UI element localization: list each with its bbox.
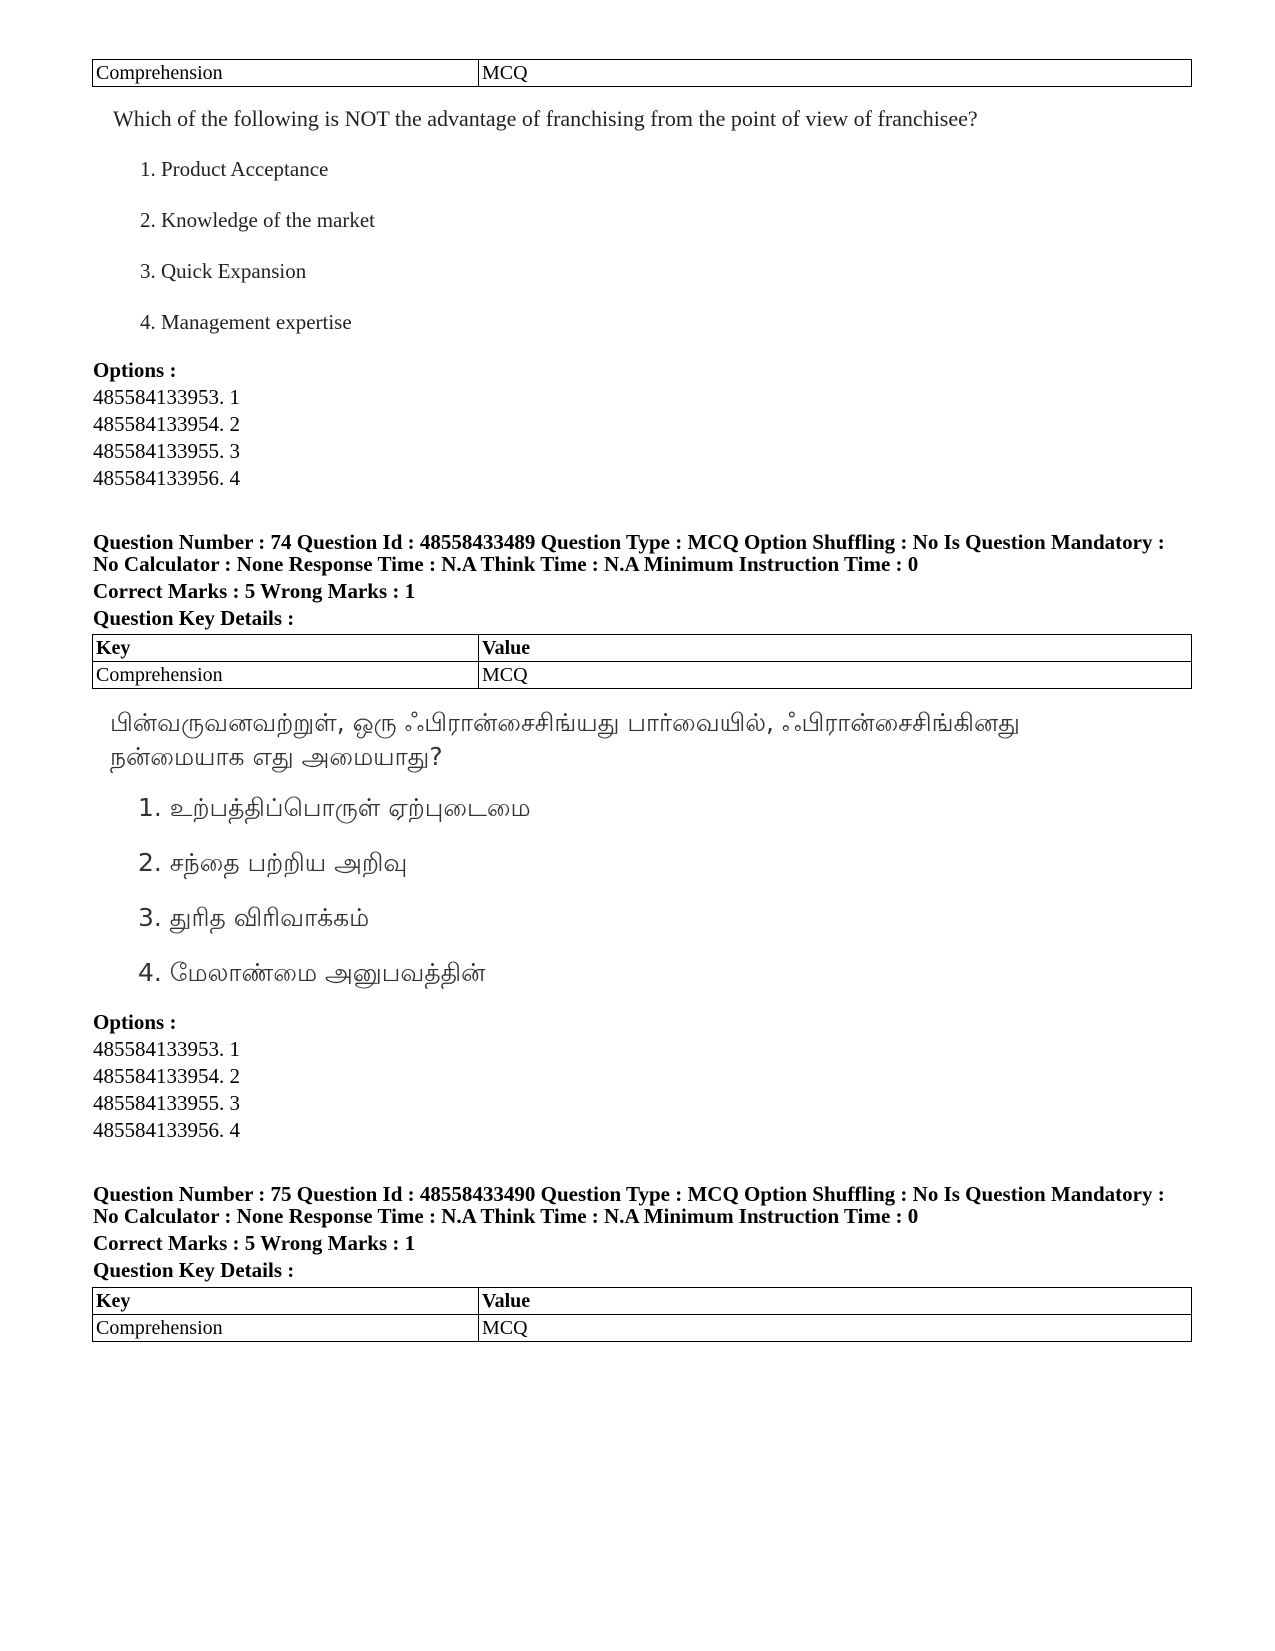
question-meta: Question Number : 75 Question Id : 48558433490 Question Type : MCQ Option Shuffling : No Is Question Mandatory : [93,1182,1165,1206]
option-row: 485584133953. 1 [93,1037,240,1061]
question-marks: Correct Marks : 5 Wrong Marks : 1 [93,1231,416,1255]
option-row: 485584133956. 4 [93,466,240,490]
option-row: 485584133955. 3 [93,439,240,463]
choice-item: 1. Product Acceptance [140,157,329,181]
question-text-line: நன்மையாக எது அமையாது? [110,742,443,771]
option-row: 485584133956. 4 [93,1118,240,1142]
question-text-line: பின்வருவனவற்றுள், ஒரு ஃபிரான்சைசிங்யது பார்வையில், ஃபிரான்சைசிங்கினது [110,708,1020,737]
choice-item: 2. Knowledge of the market [140,208,376,232]
table-cell-key: Comprehension [93,60,479,87]
key-details-table [92,634,1192,689]
option-row: 485584133954. 2 [93,1064,240,1088]
question-marks: Correct Marks : 5 Wrong Marks : 1 [93,579,416,603]
key-details-table [92,1287,1192,1342]
question-text-tamil [110,706,1020,774]
option-row: 485584133953. 1 [93,385,240,409]
choice-item: 1. உற்பத்திப்பொருள் ஏற்புடைமை [138,793,531,822]
question-text: Which of the following is NOT the advantage of franchising from the point of view of franchisee? [113,106,978,131]
key-details-heading: Question Key Details : [93,606,295,630]
table-cell-key: Comprehension [93,1315,479,1342]
question-meta: No Calculator : None Response Time : N.A Think Time : N.A Minimum Instruction Time : 0 [93,552,919,576]
key-details-heading: Question Key Details : [93,1258,295,1282]
choice-item: 4. Management expertise [140,310,352,334]
table-header-key: Key [93,1288,479,1315]
table-row [93,60,1192,87]
table-header-row [93,1288,1192,1315]
top-key-table [92,59,1192,87]
table-header-value: Value [479,1288,1192,1315]
table-header-value: Value [479,635,1192,662]
choice-item: 4. மேலாண்மை அனுபவத்தின் [138,958,486,987]
choice-item: 3. துரித விரிவாக்கம் [138,903,370,932]
table-cell-value: MCQ [479,662,1192,689]
options-heading: Options : [93,1010,177,1034]
options-heading: Options : [93,358,177,382]
table-cell-value: MCQ [479,60,1192,87]
option-row: 485584133955. 3 [93,1091,240,1115]
question-meta: No Calculator : None Response Time : N.A Think Time : N.A Minimum Instruction Time : 0 [93,1204,919,1228]
option-row: 485584133954. 2 [93,412,240,436]
table-cell-key: Comprehension [93,662,479,689]
choice-item: 3. Quick Expansion [140,259,307,283]
choice-item: 2. சந்தை பற்றிய அறிவு [138,848,408,877]
table-header-key: Key [93,635,479,662]
question-meta: Question Number : 74 Question Id : 48558433489 Question Type : MCQ Option Shuffling : No Is Question Mandatory : [93,530,1165,554]
table-row [93,662,1192,689]
table-row [93,1315,1192,1342]
table-header-row [93,635,1192,662]
table-cell-value: MCQ [479,1315,1192,1342]
